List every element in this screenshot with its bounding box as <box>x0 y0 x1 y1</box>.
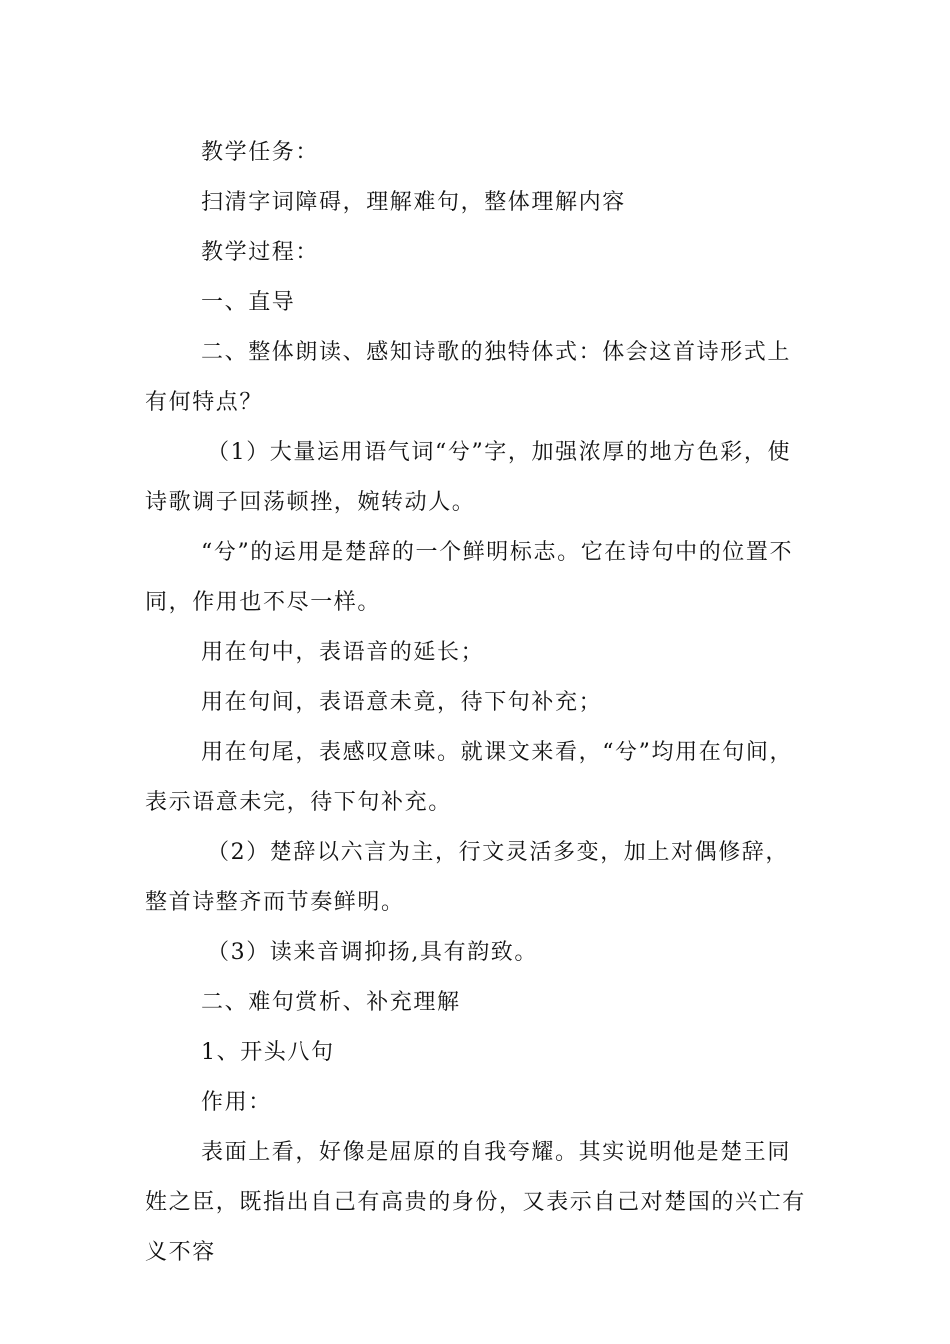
paragraph-usage-end: 用在句尾，表感叹意味。就课文来看，“兮”均用在句间，表示语意未完，待下句补充。 <box>145 740 794 815</box>
paragraph-function-explanation: 表面上看，好像是屈原的自我夸耀。其实说明他是楚王同姓之臣，既指出自己有高贵的身份，又表示自己对楚国的兴亡有义不容 <box>145 1140 806 1265</box>
paragraph-point-3: （3）读来音调抑扬,具有韵致。 <box>207 940 538 965</box>
paragraph-point-1: （1）大量运用语气词“兮”字，加强浓厚的地方色彩，使诗歌调子回荡顿挫，婉转动人。 <box>145 440 792 515</box>
paragraph-function-heading: 作用： <box>201 1090 272 1115</box>
paragraph-xi-usage: “兮”的运用是楚辞的一个鲜明标志。它在诗句中的位置不同，作用也不尽一样。 <box>145 540 794 615</box>
paragraph-opening-eight-lines: 1、开头八句 <box>201 1040 335 1065</box>
paragraph-teaching-process-heading: 教学过程： <box>201 240 320 265</box>
document-body <box>145 128 807 1278</box>
paragraph-point-2: （2）楚辞以六言为主，行文灵活多变，加上对偶修辞，整首诗整齐而节奏鲜明。 <box>145 840 789 915</box>
paragraph-usage-middle: 用在句中，表语音的延长； <box>201 640 485 665</box>
paragraph-section-2: 二、整体朗读、感知诗歌的独特体式：体会这首诗形式上有何特点？ <box>145 340 792 415</box>
paragraph-section-difficult-sentences: 二、难句赏析、补充理解 <box>201 990 461 1015</box>
paragraph-teaching-task-heading: 教学任务： <box>201 140 320 165</box>
paragraph-section-1: 一、直导 <box>201 290 296 315</box>
paragraph-usage-between: 用在句间，表语意未竟，待下句补充； <box>201 690 603 715</box>
paragraph-teaching-task: 扫清字词障碍，理解难句，整体理解内容 <box>201 190 626 215</box>
